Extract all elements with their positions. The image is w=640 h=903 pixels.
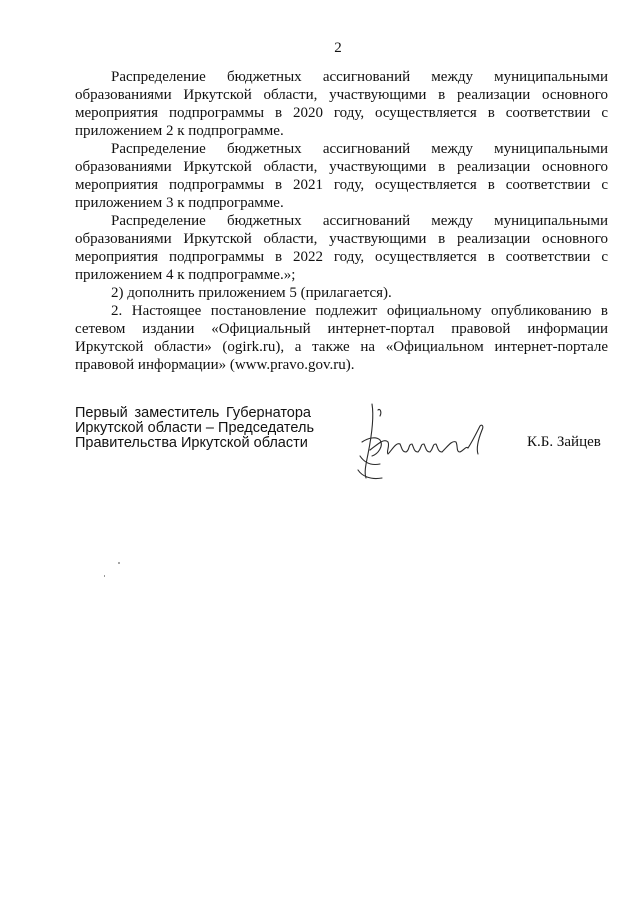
paragraph-2020-distribution: Распределение бюджетных ассигнований между муниципальными образованиями Иркутской области, участвующими в реализации основного мероприятия подпрограммы в 2020 году, осуществляется в соответствии с приложением 2 к подпрограмме. bbox=[75, 69, 608, 139]
paragraph-2021-distribution: Распределение бюджетных ассигнований между муниципальными образованиями Иркутской области, участвующими в реализации основного мероприятия подпрограммы в 2021 году, осуществляется в соответствии с приложением 3 к подпрограмме. bbox=[75, 141, 608, 211]
paragraph-add-appendix: 2) дополнить приложением 5 (прилагается). bbox=[111, 285, 392, 301]
signer-position bbox=[75, 405, 314, 451]
scan-speck bbox=[118, 562, 120, 564]
signer-position-line: Иркутской области – Председатель bbox=[75, 420, 314, 436]
signer-position-line: Правительства Иркутской области bbox=[75, 435, 308, 451]
signer-position-line: Первый заместитель Губернатора bbox=[75, 405, 311, 421]
page-number: 2 bbox=[334, 40, 342, 56]
handwritten-signature-icon bbox=[350, 396, 510, 496]
document-body bbox=[75, 68, 608, 374]
paragraph-publication: 2. Настоящее постановление подлежит официальному опубликованию в сетевом издании «Официальный интернет-портал правовой информации Иркутской области» (ogirk.ru), а также на «Официальном интернет-портале правовой информации» (www.pravo.gov.ru). bbox=[75, 303, 608, 373]
signer-name: К.Б. Зайцев bbox=[527, 434, 601, 450]
scan-speck bbox=[104, 575, 105, 577]
paragraph-2022-distribution: Распределение бюджетных ассигнований между муниципальными образованиями Иркутской области, участвующими в реализации основного мероприятия подпрограммы в 2022 году, осуществляется в соответствии с приложением 4 к подпрограмме.»; bbox=[75, 213, 608, 283]
signature-block bbox=[75, 406, 608, 496]
